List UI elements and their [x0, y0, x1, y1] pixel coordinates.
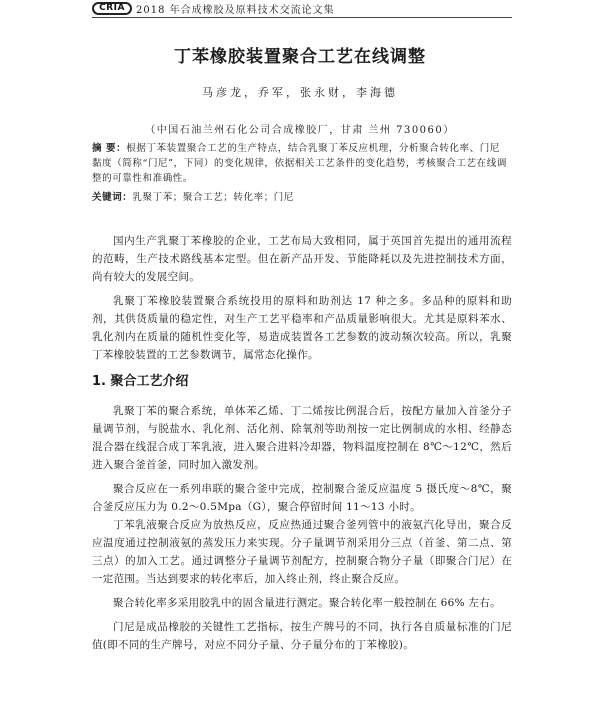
affiliation: （中国石油兰州石化公司合成橡胶厂，甘肃 兰州 730060） [145, 125, 455, 136]
keywords [92, 190, 508, 205]
section-paragraph: 聚合反应在一系列串联的聚合釜中完成，控制聚合釜反应温度 5 摄氏度～8℃，聚合釜反应压力为 0.2～0.5Mpa（G），聚合停留时间 11～13 小时。 [92, 483, 512, 513]
intro-paragraph: 国内生产乳聚丁苯橡胶的企业，工艺布局大致相同，属于英国首先提出的通用流程的范畴，生产技术路线基本定型。但在新产品开发、节能降耗以及先进控制技术方面，尚有较大的发展空间。 [92, 235, 512, 283]
abstract-label: 摘 要： [92, 143, 127, 154]
section-paragraph: 门尼是成品橡胶的关键性工艺指标，按生产牌号的不同，执行各自质量标准的门尼值(即不同的生产牌号，对应不同分子量、分子量分布的丁苯橡胶)。 [92, 621, 512, 651]
authors: 马彦龙，乔军，张永财，李海德 [202, 86, 398, 99]
paper-title: 丁苯橡胶装置聚合工艺在线调整 [174, 47, 426, 67]
running-header [92, 0, 512, 16]
abstract-text: 根据丁苯装置聚合工艺的生产特点，结合乳聚丁苯反应机理，分析聚合转化率、门尼黏度（简称“门尼”，下同）的变化规律，依据相关工艺条件的变化趋势，考核聚合工艺在线调整的可靠性和准确性。 [92, 143, 507, 184]
section-body [92, 402, 512, 654]
intro-paragraph: 乳聚丁苯橡胶装置聚合系统投用的原料和助剂达 17 种之多。多品种的原料和助剂，其供货质量的稳定性，对生产工艺平稳率和产品质量影响很大。尤其是原料苯水、乳化剂内在质量的随机性变化等，易造成装置各工艺参数的波动频次较高。所以，乳聚丁苯橡胶装置的工艺参数调节，属常态化操作。 [92, 295, 512, 361]
section-heading: 1. 聚合工艺介绍 [92, 374, 189, 389]
abstract [92, 141, 508, 186]
keywords-label: 关键词： [92, 192, 133, 203]
section-paragraph: 聚合转化率多采用胶乳中的固含量进行测定。聚合转化率一般控制在 66% 左右。 [113, 597, 501, 609]
header-rule [92, 17, 512, 18]
keywords-text: 乳聚丁苯；聚合工艺；转化率；门尼 [132, 192, 295, 203]
section-paragraph: 乳聚丁苯的聚合系统，单体苯乙烯、丁二烯按比例混合后，按配方量加入首釜分子量调节剂，与脱盐水、乳化剂、活化剂、除氧剂等助剂按一定比例制成的水相、经静态混合器在线混合成丁苯乳液，进入聚合进料冷却器，物料温度控制在 8℃～12℃，然后进入聚合釜首釜，同时加入激发剂。 [92, 405, 512, 471]
cria-logo: CRIA [92, 2, 132, 15]
section-paragraph: 丁苯乳液聚合反应为放热反应，反应热通过聚合釜列管中的液氨汽化导出，聚合反应温度通过控制液氨的蒸发压力来实现。分子量调节剂采用分三点（首釜、第二点、第三点）的加入工艺。通过调整分子量调节剂配方，控制聚合物分子量（即聚合门尼）在一定范围。当达到要求的转化率后，加入终止剂，终止聚合反应。 [92, 519, 512, 585]
header-text: 2018 年合成橡胶及原料技术交流论文集 [136, 4, 335, 16]
introduction [92, 232, 512, 364]
